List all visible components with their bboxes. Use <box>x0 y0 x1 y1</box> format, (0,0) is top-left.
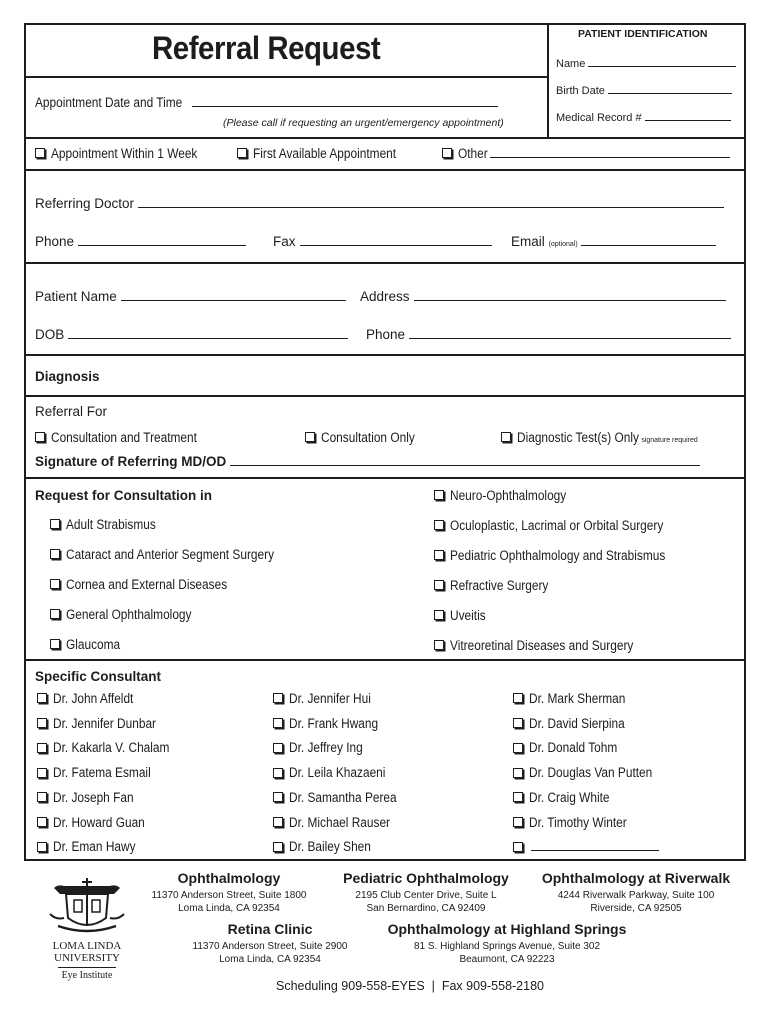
patient-name-field[interactable]: Patient Name <box>35 289 346 304</box>
checkbox-icon <box>37 792 47 802</box>
checkbox-icon <box>273 817 283 827</box>
divider <box>24 354 746 356</box>
checkbox-icon <box>37 768 47 778</box>
checkbox-icon <box>37 842 47 852</box>
checkbox-specialty[interactable]: Vitreoretinal Diseases and Surgery <box>434 638 658 653</box>
checkbox-icon <box>513 842 523 852</box>
checkbox-consultant[interactable]: Dr. David Sierpina <box>513 716 638 731</box>
checkbox-specialty[interactable]: Adult Strabismus <box>50 517 168 532</box>
checkbox-icon <box>501 432 511 442</box>
checkbox-icon <box>37 817 47 827</box>
checkbox-icon <box>434 520 444 530</box>
checkbox-consultant[interactable]: Dr. Kakarla V. Chalam <box>37 740 185 755</box>
checkbox-consultant[interactable]: Dr. Donald Tohm <box>513 740 629 755</box>
checkbox-specialty[interactable]: Cataract and Anterior Segment Surgery <box>50 547 302 562</box>
checkbox-icon <box>513 768 523 778</box>
checkbox-consultant[interactable] <box>513 839 659 854</box>
checkbox-consultant[interactable]: Dr. Howard Guan <box>37 815 157 830</box>
location-pediatric: Pediatric Ophthalmology 2195 Club Center Drive, Suite L San Bernardino, CA 92409 <box>343 870 509 914</box>
checkbox-icon <box>273 842 283 852</box>
checkbox-icon <box>50 579 60 589</box>
consultation-heading: Request for Consultation in <box>35 488 212 503</box>
medical-record-field[interactable]: Medical Record # <box>556 109 731 124</box>
checkbox-consultant[interactable]: Dr. Douglas Van Putten <box>513 765 669 780</box>
checkbox-icon <box>50 519 60 529</box>
patient-name-id-field[interactable]: Name <box>556 55 736 70</box>
divider <box>24 76 548 78</box>
referring-doctor-field[interactable]: Referring Doctor <box>35 196 724 211</box>
checkbox-icon <box>434 550 444 560</box>
checkbox-icon <box>434 580 444 590</box>
checkbox-icon <box>513 718 523 728</box>
checkbox-icon <box>37 718 47 728</box>
checkbox-specialty[interactable]: Cornea and External Diseases <box>50 577 249 592</box>
checkbox-specialty[interactable]: Neuro-Ophthalmology <box>434 488 582 503</box>
doctor-phone-field[interactable]: Phone <box>35 234 246 249</box>
checkbox-icon <box>513 792 523 802</box>
checkbox-consultant[interactable]: Dr. Jennifer Hui <box>273 691 382 706</box>
checkbox-consultant[interactable]: Dr. Mark Sherman <box>513 691 639 706</box>
checkbox-consultant[interactable]: Dr. Timothy Winter <box>513 815 640 830</box>
checkbox-icon <box>50 639 60 649</box>
checkbox-consult-treatment[interactable]: Consultation and Treatment <box>35 430 217 445</box>
checkbox-specialty[interactable]: General Ophthalmology <box>50 607 209 622</box>
checkbox-icon <box>273 792 283 802</box>
checkbox-icon <box>434 610 444 620</box>
checkbox-specialty[interactable]: Uveitis <box>434 608 491 623</box>
checkbox-icon <box>50 609 60 619</box>
checkbox-icon <box>434 640 444 650</box>
signature-field[interactable]: Signature of Referring MD/OD <box>35 454 700 469</box>
checkbox-consultant[interactable]: Dr. Joseph Fan <box>37 790 145 805</box>
university-name: LOMA LINDA UNIVERSITY Eye Institute <box>52 940 122 981</box>
patient-phone-field[interactable]: Phone <box>366 327 731 342</box>
patient-address-field[interactable]: Address <box>360 289 726 304</box>
checkbox-icon <box>50 549 60 559</box>
checkbox-other[interactable]: Other <box>442 146 730 161</box>
divider <box>24 659 746 661</box>
patient-id-heading: PATIENT IDENTIFICATION <box>578 28 708 40</box>
appointment-field[interactable]: Appointment Date and Time <box>35 95 498 110</box>
checkbox-consultant[interactable]: Dr. Eman Hawy <box>37 839 147 854</box>
checkbox-specialty[interactable]: Glaucoma <box>50 637 128 652</box>
diagnosis-label: Diagnosis <box>35 369 100 384</box>
birth-date-field[interactable]: Birth Date <box>556 82 732 97</box>
checkbox-icon <box>237 148 247 158</box>
checkbox-within-week[interactable]: Appointment Within 1 Week <box>35 146 217 161</box>
checkbox-consultant[interactable]: Dr. Jeffrey Ing <box>273 740 373 755</box>
patient-dob-field[interactable]: DOB <box>35 327 348 342</box>
checkbox-icon <box>513 693 523 703</box>
doctor-fax-field[interactable]: Fax <box>273 234 492 249</box>
checkbox-icon <box>434 490 444 500</box>
appointment-note: (Please call if requesting an urgent/emergency appointment) <box>223 117 504 129</box>
checkbox-consultant[interactable]: Dr. Craig White <box>513 790 621 805</box>
seal-icon <box>44 874 130 936</box>
checkbox-specialty[interactable]: Refractive Surgery <box>434 578 562 593</box>
location-riverwalk: Ophthalmology at Riverwalk 4244 Riverwalk Parkway, Suite 100 Riverside, CA 92505 <box>541 870 731 914</box>
checkbox-consultant[interactable]: Dr. Bailey Shen <box>273 839 382 854</box>
checkbox-consultant[interactable]: Dr. Jennifer Dunbar <box>37 716 170 731</box>
checkbox-icon <box>273 693 283 703</box>
divider <box>24 169 746 171</box>
divider <box>24 262 746 264</box>
checkbox-icon <box>513 817 523 827</box>
checkbox-consultant[interactable]: Dr. Michael Rauser <box>273 815 404 830</box>
location-highland-springs: Ophthalmology at Highland Springs 81 S. Highland Springs Avenue, Suite 302 Beaumont, CA 92223 <box>387 921 627 965</box>
checkbox-icon <box>513 743 523 753</box>
checkbox-diagnostic-tests[interactable]: Diagnostic Test(s) Only signature required <box>501 430 698 445</box>
checkbox-icon <box>442 148 452 158</box>
checkbox-specialty[interactable]: Oculoplastic, Lacrimal or Orbital Surgery <box>434 518 692 533</box>
doctor-email-field[interactable]: Email (optional) <box>511 234 716 249</box>
divider <box>24 477 746 479</box>
checkbox-icon <box>37 743 47 753</box>
checkbox-icon <box>273 768 283 778</box>
location-ophthalmology: Ophthalmology 11370 Anderson Street, Suite 1800 Loma Linda, CA 92354 <box>151 870 307 914</box>
checkbox-consultant[interactable]: Dr. Fatema Esmail <box>37 765 164 780</box>
location-retina: Retina Clinic 11370 Anderson Street, Suite 2900 Loma Linda, CA 92354 <box>192 921 348 965</box>
checkbox-consultant[interactable]: Dr. Samantha Perea <box>273 790 411 805</box>
divider <box>24 137 746 139</box>
checkbox-icon <box>35 432 45 442</box>
checkbox-icon <box>305 432 315 442</box>
checkbox-consultant[interactable]: Dr. Frank Hwang <box>273 716 390 731</box>
scheduling-contact: Scheduling 909-558-EYES | Fax 909-558-2180 <box>275 979 544 993</box>
divider <box>24 395 746 397</box>
consultant-heading: Specific Consultant <box>35 669 162 684</box>
checkbox-consultant[interactable]: Dr. John Affeldt <box>37 691 144 706</box>
checkbox-icon <box>35 148 45 158</box>
checkbox-first-available[interactable]: First Available Appointment <box>237 146 416 161</box>
checkbox-icon <box>273 743 283 753</box>
checkbox-consultant[interactable]: Dr. Leila Khazaeni <box>273 765 399 780</box>
checkbox-consult-only[interactable]: Consultation Only <box>305 430 428 445</box>
referral-for-label: Referral For <box>35 404 108 419</box>
page-title: Referral Request <box>152 30 381 66</box>
university-seal <box>44 874 130 936</box>
checkbox-specialty[interactable]: Pediatric Ophthalmology and Strabismus <box>434 548 695 563</box>
checkbox-icon <box>37 693 47 703</box>
checkbox-icon <box>273 718 283 728</box>
divider <box>547 23 549 138</box>
